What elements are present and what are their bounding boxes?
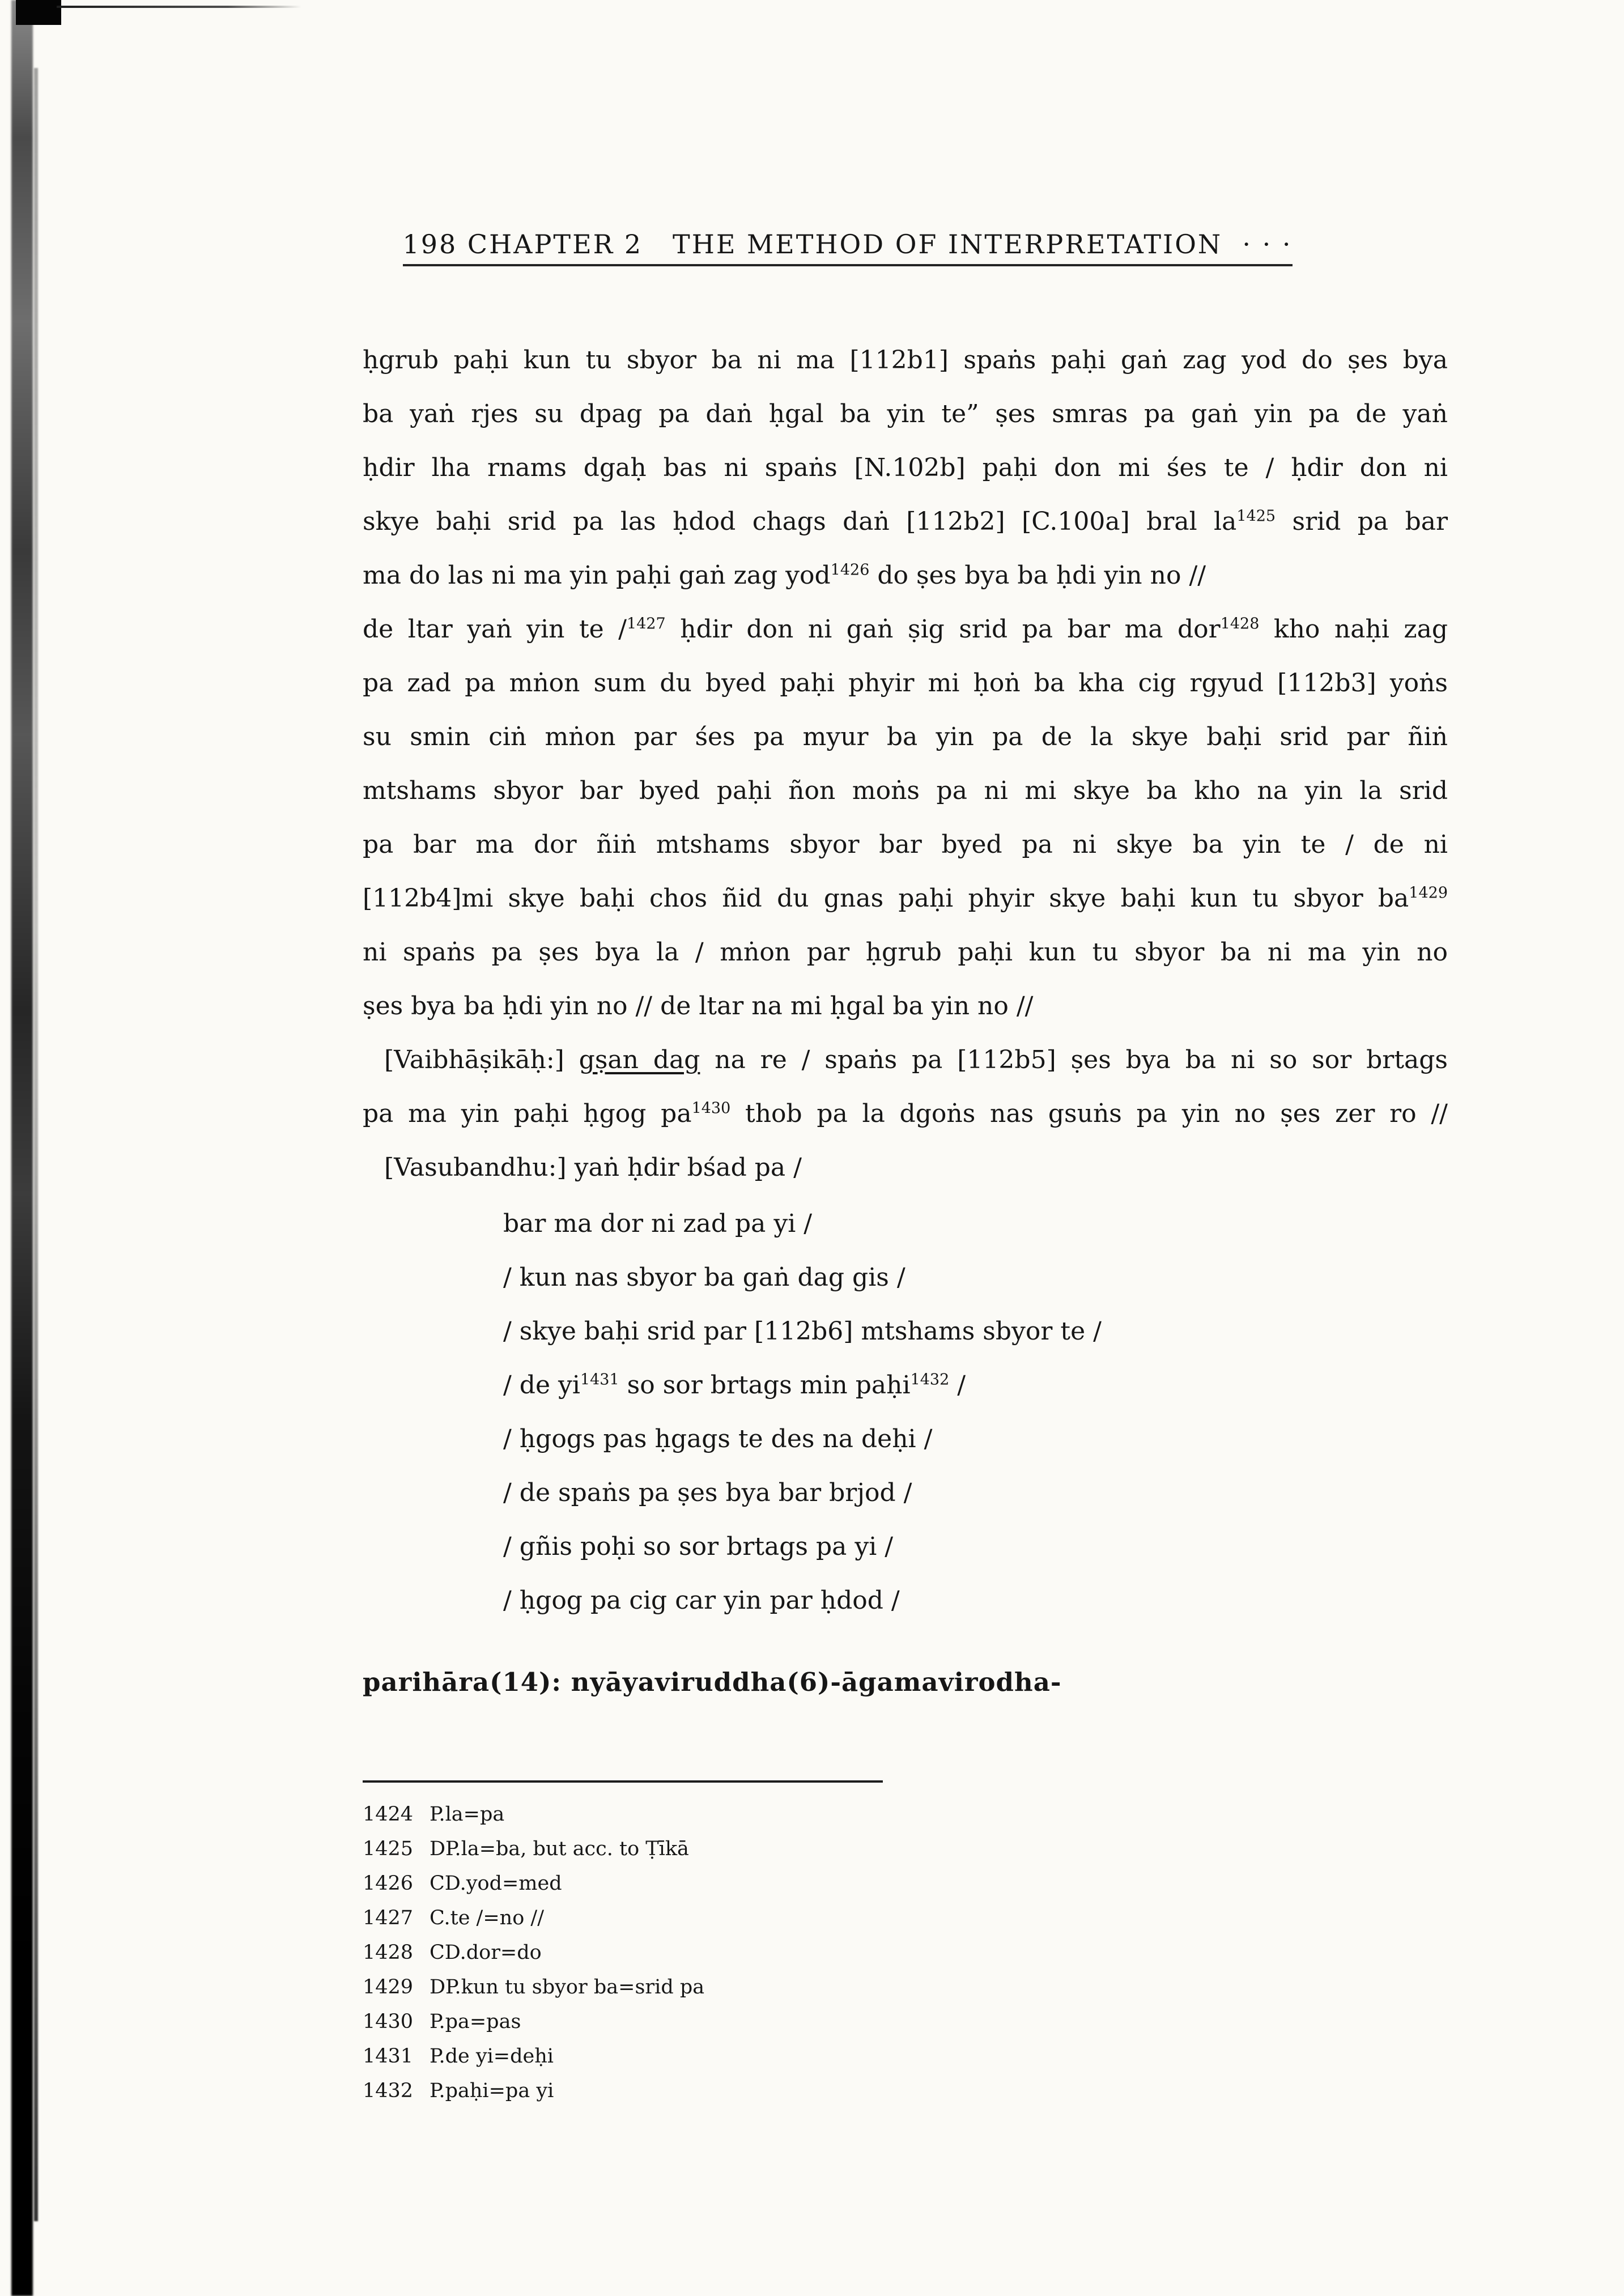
text-line bbox=[503, 1520, 1102, 1574]
footnote-rule bbox=[363, 1780, 883, 1783]
footnote-ref: 1426 bbox=[830, 561, 870, 579]
text-segment: skye baḥi srid pa las ḥdod chags daṅ [112b2] [C.100a] bral la bbox=[363, 507, 1237, 536]
text-line bbox=[363, 602, 1448, 656]
footnote-text: P.paḥi=pa yi bbox=[430, 2080, 554, 2102]
text-segment: / skye baḥi srid par [112b6] mtshams sbyor te / bbox=[503, 1317, 1102, 1346]
text-line bbox=[363, 710, 1448, 764]
footnote-item bbox=[363, 2005, 704, 2039]
text-segment: ṣes bya ba ḥdi yin no // de ltar na mi ḥgal ba yin no // bbox=[363, 992, 1034, 1021]
text-segment: / de yi bbox=[503, 1371, 580, 1400]
footnote-item bbox=[363, 1936, 704, 1970]
text-segment: thob pa la dgoṅs nas gsuṅs pa yin no ṣes zer ro // bbox=[730, 1099, 1448, 1128]
text-segment: mtshams sbyor bar byed paḥi ñon moṅs pa ni mi skye ba kho na yin la srid bbox=[363, 776, 1448, 805]
text-line bbox=[503, 1466, 1102, 1520]
footnote-ref: 1430 bbox=[691, 1099, 731, 1117]
text-segment: ma do las ni ma yin paḥi gaṅ zag yod bbox=[363, 561, 831, 590]
text-line bbox=[503, 1574, 1102, 1627]
text-line bbox=[363, 333, 1448, 387]
text-segment: / ḥgog pa cig car yin par ḥdod / bbox=[503, 1586, 900, 1615]
text-line bbox=[363, 1087, 1448, 1141]
text-line bbox=[503, 1412, 1102, 1466]
text-line bbox=[363, 1141, 1448, 1194]
text-segment: ḥgrub paḥi kun tu sbyor ba ni ma [112b1] spaṅs paḥi gaṅ zag yod do ṣes bya bbox=[363, 346, 1448, 375]
footnote-text: DP.la=ba, but acc. to Ṭīkā bbox=[430, 1838, 689, 1860]
text-segment: / gñis poḥi so sor brtags pa yi / bbox=[503, 1532, 894, 1561]
text-line bbox=[363, 387, 1448, 441]
text-line bbox=[363, 925, 1448, 979]
footnote-ref: 1432 bbox=[910, 1371, 950, 1389]
footnote-number: 1430 bbox=[363, 2010, 414, 2033]
text-line bbox=[363, 818, 1448, 871]
page-header-text: 198 CHAPTER 2 THE METHOD OF INTERPRETATION · · · bbox=[403, 229, 1293, 266]
text-line bbox=[363, 764, 1448, 818]
text-segment: [112b4]mi skye baḥi chos ñid du gnas paḥi phyir skye baḥi kun tu sbyor ba bbox=[363, 884, 1409, 913]
text-line bbox=[363, 495, 1448, 549]
text-segment: pa ma yin paḥi ḥgog pa bbox=[363, 1099, 692, 1128]
footnote-item bbox=[363, 1866, 704, 1901]
footnote-number: 1432 bbox=[363, 2080, 414, 2102]
text-segment: bar ma dor ni zad pa yi / bbox=[503, 1209, 813, 1238]
text-segment: kho naḥi zag bbox=[1259, 615, 1448, 644]
section-heading: parihāra(14): nyāyaviruddha(6)-āgamavirodha- bbox=[363, 1667, 1062, 1697]
footnote-text: CD.yod=med bbox=[430, 1872, 562, 1895]
footnote-number: 1429 bbox=[363, 1976, 414, 1999]
text-segment: na re / spaṅs pa [112b5] ṣes bya ba ni so sor brtags bbox=[700, 1045, 1448, 1074]
text-segment: / bbox=[949, 1371, 966, 1400]
scan-corner-mark bbox=[16, 0, 61, 25]
text-line bbox=[363, 656, 1448, 710]
scan-edge-shadow bbox=[11, 0, 33, 2296]
footnote-text: P.pa=pas bbox=[430, 2010, 521, 2033]
text-segment: pa zad pa mṅon sum du byed paḥi phyir mi ḥoṅ ba kha cig rgyud [112b3] yoṅs bbox=[363, 669, 1448, 698]
text-segment: [Vaibhāṣikāḥ:] bbox=[384, 1045, 579, 1074]
footnote-item bbox=[363, 1832, 704, 1866]
text-segment: ḥdir don ni gaṅ ṣig srid pa bar ma dor bbox=[665, 615, 1221, 644]
text-line bbox=[363, 871, 1448, 925]
footnote-ref: 1427 bbox=[627, 615, 666, 633]
footnote-text: CD.dor=do bbox=[430, 1941, 542, 1964]
footnote-ref: 1429 bbox=[1409, 884, 1448, 902]
text-segment: gṣan dag bbox=[579, 1045, 700, 1074]
text-segment: de ltar yaṅ yin te / bbox=[363, 615, 627, 644]
footnote-number: 1428 bbox=[363, 1941, 414, 1964]
text-line bbox=[503, 1304, 1102, 1358]
footnote-item bbox=[363, 1901, 704, 1936]
text-line bbox=[363, 1033, 1448, 1087]
text-segment: ni spaṅs pa ṣes bya la / mṅon par ḥgrub paḥi kun tu sbyor ba ni ma yin no bbox=[363, 938, 1448, 967]
body-text bbox=[363, 333, 1448, 1194]
footnote-number: 1427 bbox=[363, 1907, 414, 1929]
footnote-ref: 1428 bbox=[1220, 615, 1260, 633]
footnote-number: 1424 bbox=[363, 1803, 414, 1826]
text-line bbox=[503, 1358, 1102, 1412]
footnote-item bbox=[363, 1797, 704, 1832]
page-header bbox=[363, 198, 1293, 290]
text-segment: pa bar ma dor ñiṅ mtshams sbyor bar byed pa ni skye ba yin te / de ni bbox=[363, 830, 1448, 859]
footnote-ref: 1431 bbox=[580, 1371, 619, 1389]
footnote-text: P.la=pa bbox=[430, 1803, 505, 1826]
text-line bbox=[363, 441, 1448, 495]
footnote-item bbox=[363, 2039, 704, 2074]
text-segment: / de spaṅs pa ṣes bya bar brjod / bbox=[503, 1478, 912, 1507]
text-segment: / ḥgogs pas ḥgags te des na deḥi / bbox=[503, 1425, 933, 1453]
footnote-item bbox=[363, 2074, 704, 2108]
text-line bbox=[503, 1197, 1102, 1251]
text-line bbox=[503, 1251, 1102, 1304]
footnote-text: DP.kun tu sbyor ba=srid pa bbox=[430, 1976, 705, 1999]
footnote-ref: 1425 bbox=[1236, 507, 1276, 525]
footnote-text: P.de yi=deḥi bbox=[430, 2045, 554, 2068]
text-segment: ba yaṅ rjes su dpag pa daṅ ḥgal ba yin te” ṣes smras pa gaṅ yin pa de yaṅ bbox=[363, 399, 1448, 428]
text-segment: [Vasubandhu:] yaṅ ḥdir bśad pa / bbox=[384, 1153, 802, 1182]
footnote-item bbox=[363, 1970, 704, 2005]
footnotes bbox=[363, 1797, 704, 2108]
verse-block bbox=[503, 1197, 1102, 1627]
text-segment: / kun nas sbyor ba gaṅ dag gis / bbox=[503, 1263, 905, 1292]
footnote-text: C.te /=no // bbox=[430, 1907, 545, 1929]
text-segment: do ṣes bya ba ḥdi yin no // bbox=[869, 561, 1206, 590]
text-segment: su smin ciṅ mṅon par śes pa myur ba yin pa de la skye baḥi srid par ñiṅ bbox=[363, 722, 1448, 751]
footnote-number: 1431 bbox=[363, 2045, 414, 2068]
text-segment: ḥdir lha rnams dgaḥ bas ni spaṅs [N.102b] paḥi don mi śes te / ḥdir don ni bbox=[363, 453, 1448, 482]
footnote-number: 1425 bbox=[363, 1838, 414, 1860]
scan-top-line bbox=[57, 6, 301, 8]
text-line bbox=[363, 549, 1448, 602]
text-line bbox=[363, 979, 1448, 1033]
text-segment: so sor brtags min paḥi bbox=[619, 1371, 911, 1400]
scan-edge-shadow-secondary bbox=[34, 68, 38, 2221]
text-segment: srid pa bar bbox=[1276, 507, 1448, 536]
footnote-number: 1426 bbox=[363, 1872, 414, 1895]
